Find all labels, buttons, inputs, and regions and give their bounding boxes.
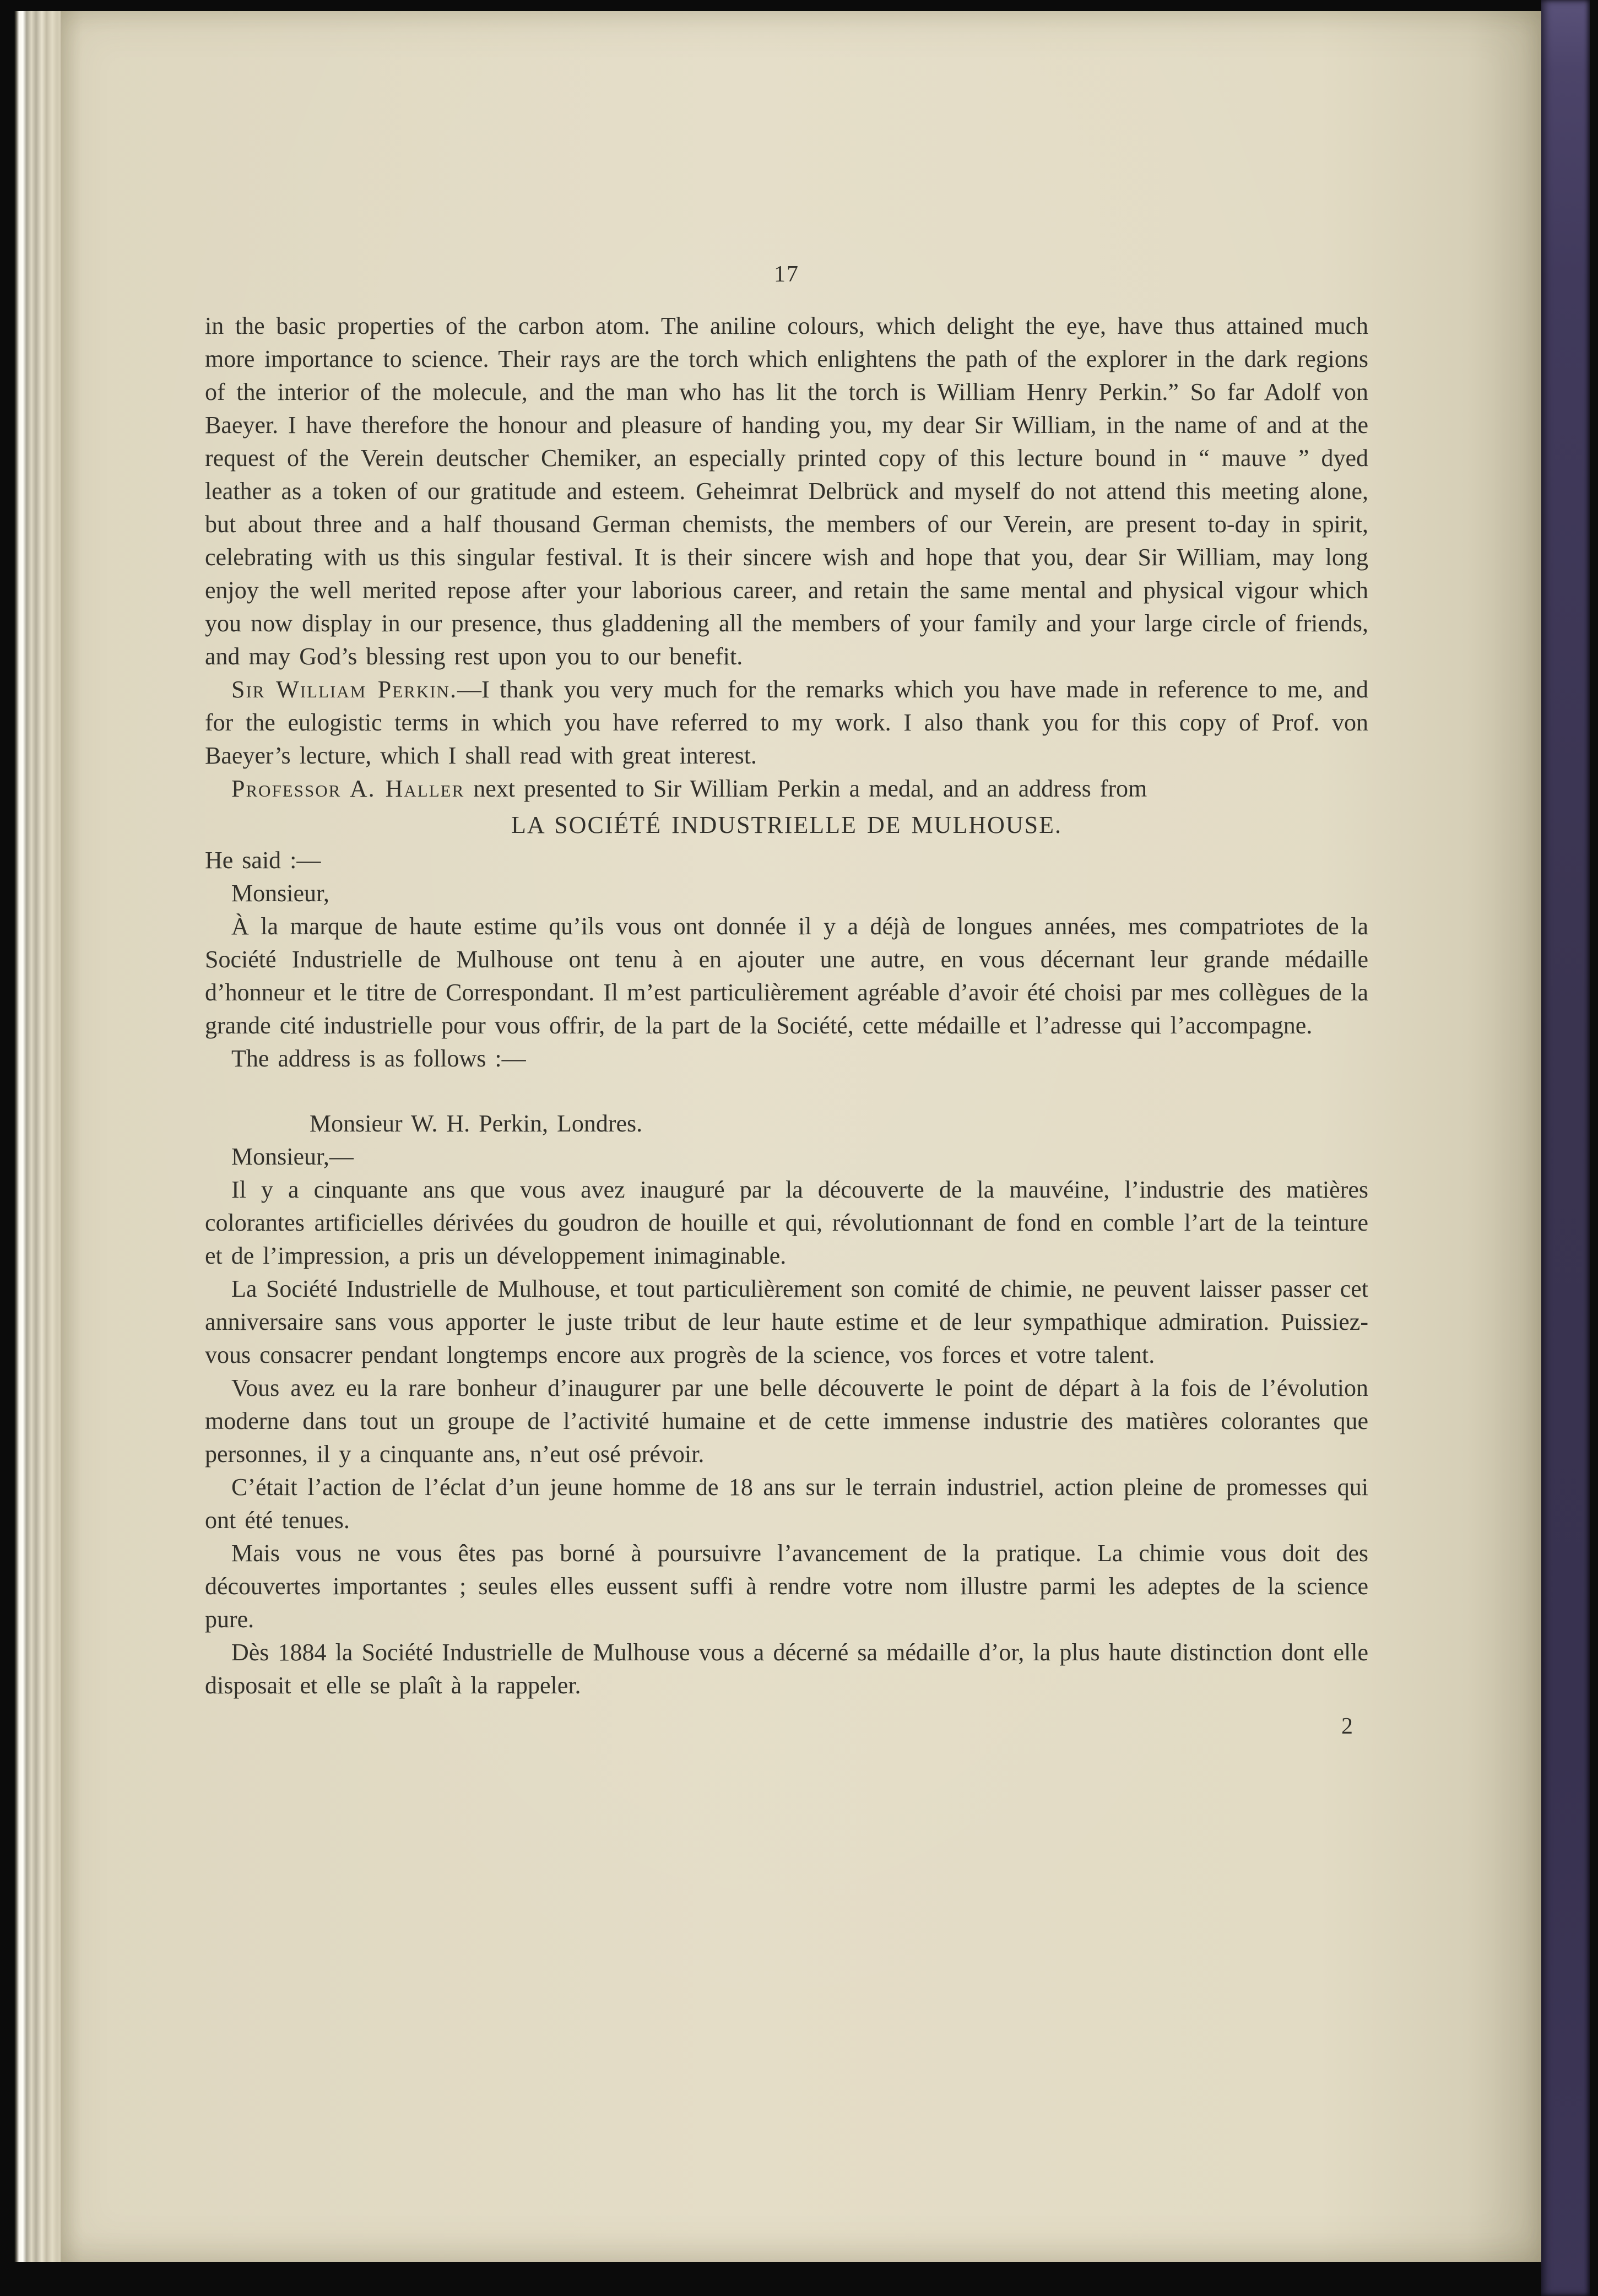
paragraph-text: —I thank you very much for the remarks which you have made in reference to me, and for the eulogistic terms in which you have referred to my work. I also thank you for this copy of Prof. von Baeyer’s lecture, which I shall read with great interest. bbox=[205, 676, 1368, 769]
paragraph-cinquante-ans: Il y a cinquante ans que vous avez inauguré par la découverte de la mauvéine, l’industrie des matières colorantes artificielles dérivées du goudron de houille et qui, révolutionnant de fond en comble l’art de la teinture et de l’impression, a pris un développement inimaginable. bbox=[205, 1176, 1368, 1269]
book-page bbox=[61, 11, 1541, 2262]
salutation-monsieur: Monsieur, bbox=[231, 880, 329, 907]
paragraph-continuation: in the basic properties of the carbon atom. The aniline colours, which delight the eye, have thus attained much more importance to science. Their rays are the torch which enlightens the path of the explorer in the dark regions of the interior of the molecule, and the man who has lit the torch is William Henry Perkin.” So far Adolf von Baeyer. I have therefore the honour and pleasure of handing you, my dear Sir William, in the name of and at the request of the Verein deutscher Chemiker, an especially printed copy of this lecture bound in “ mauve ” dyed leather as a token of our gratitude and esteem. Geheimrat Delbrück and myself do not attend this meeting alone, but about three and a half thousand German chemists, the members of our Verein, are present to-day in spirit, celebrating with us this singular festival. It is their sincere wish and hope that you, dear Sir William, may long enjoy the well merited repose after your laborious career, and retain the same mental and physical vigour which you now display in our presence, thus gladdening all the members of your family and your large circle of friends, and may God’s blessing rest upon you to our benefit. bbox=[205, 312, 1368, 670]
section-heading-societe: LA SOCIÉTÉ INDUSTRIELLE DE MULHOUSE. bbox=[511, 811, 1063, 838]
he-said-line: He said :— bbox=[205, 847, 321, 874]
address-intro-line: The address is as follows :— bbox=[231, 1045, 526, 1072]
book-cover-edge bbox=[1541, 0, 1590, 2296]
address-recipient-line: Monsieur W. H. Perkin, Londres. bbox=[310, 1110, 643, 1137]
salutation-monsieur-2: Monsieur,— bbox=[231, 1143, 354, 1170]
speaker-name-haller: Professor A. Haller bbox=[231, 775, 465, 802]
paragraph-jeune-homme: C’était l’action de l’éclat d’un jeune homme de 18 ans sur le terrain industriel, action pleine de promesses qui ont été tenues. bbox=[205, 1474, 1368, 1534]
paragraph-perkin-reply bbox=[205, 673, 1368, 772]
paragraph-medaille-or: Dès 1884 la Société Industrielle de Mulhouse vous a décerné sa médaille d’or, la plus haute distinction dont elle disposait et elle se plaît à la rappeler. bbox=[205, 1639, 1368, 1699]
paragraph-haller bbox=[205, 772, 1368, 805]
paragraph-text: next presented to Sir William Perkin a medal, and an address from bbox=[464, 775, 1147, 802]
paragraph-rare-bonheur: Vous avez eu la rare bonheur d’inaugurer par une belle découverte le point de départ à la fois de l’évolution moderne dans tout un groupe de l’activité humaine et de cette immense industrie des matières colorantes que personnes, il y a cinquante ans, n’eut osé prévoir. bbox=[205, 1374, 1368, 1468]
text-block bbox=[205, 258, 1368, 1743]
page-fore-edges bbox=[14, 11, 62, 2262]
paragraph-haller-french: À la marque de haute estime qu’ils vous ont donnée il y a déjà de longues années, mes compatriotes de la Société Industrielle de Mulhouse ont tenu à en ajouter une autre, en vous décernant leur grande médaille d’honneur et le titre de Correspondant. Il m’est particulièrement agréable d’avoir été choisi par mes collègues de la grande cité industrielle pour vous offrir, de la part de la Société, cette médaille et l’adresse qui l’accompagne. bbox=[205, 913, 1368, 1039]
page-number: 17 bbox=[774, 262, 799, 287]
paragraph-societe-tribut: La Société Industrielle de Mulhouse, et tout particulièrement son comité de chimie, ne peuvent laisser passer cet anniversaire sans vous apporter le juste tribut de leur haute estime et de leur sympathique admiration. Puissiez-vous consacrer pendant longtemps encore aux progrès de la science, vos forces et votre talent. bbox=[205, 1275, 1368, 1368]
speaker-name-perkin: Sir William Perkin. bbox=[231, 676, 457, 703]
signature-mark-number: 2 bbox=[1341, 1714, 1353, 1739]
paragraph-chimie: Mais vous ne vous êtes pas borné à poursuivre l’avancement de la pratique. La chimie vous doit des découvertes importantes ; seules elles eussent suffi à rendre votre nom illustre parmi les adeptes de la science pure. bbox=[205, 1540, 1368, 1633]
